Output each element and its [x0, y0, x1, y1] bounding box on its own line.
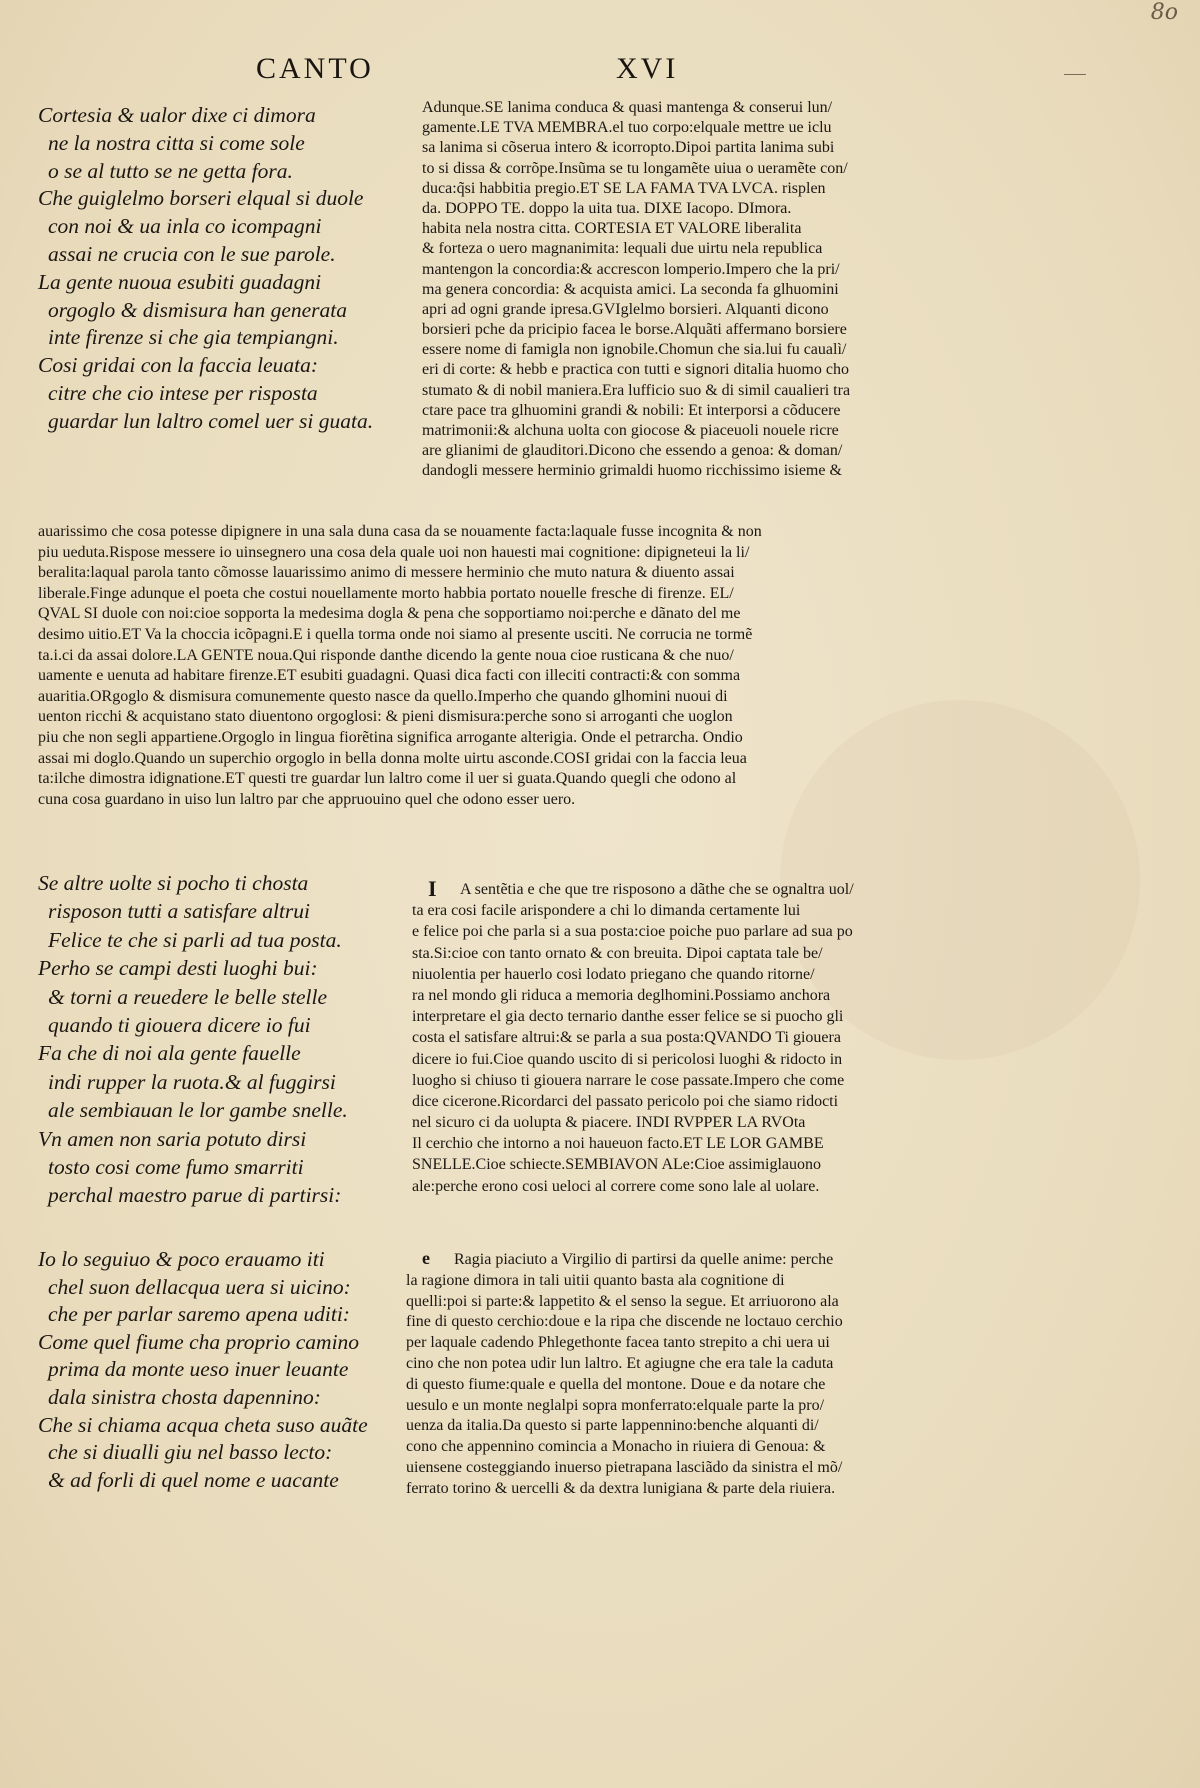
commentary-line: luogho si chiuso ti giouera narrare le cose passate.Impero che come	[412, 1071, 845, 1089]
commentary-line: sta.Si:cioe con tanto ornato & con breuita. Dipoi captata tale be/	[412, 944, 823, 962]
commentary-line: ale:perche erono cosi ueloci al correre come sono lale al uolare.	[412, 1177, 820, 1195]
commentary-line: uiensene costeggiando inuerso pietrapana lasciãdo da sinistra el mõ/	[406, 1458, 843, 1476]
verse-line: inte firenze si che gia tempiangni.	[48, 325, 339, 350]
verse-line: chel suon dellacqua uera si uicino:	[48, 1274, 351, 1299]
commentary-full-1	[38, 522, 762, 810]
verse-line: Io lo seguiuo & poco erauamo iti	[38, 1247, 325, 1271]
commentary-line: to si dissa & corrõpe.Insũma se tu longamẽte uiua o ueramẽte con/	[422, 159, 848, 177]
commentary-line: e felice poi che parla si a sua posta:cioe poiche puo parlare ad sua po	[412, 923, 853, 941]
commentary-line: Adunque.SE lanima conduca & quasi mantenga & conserui lun/	[422, 99, 833, 116]
verse-line: La gente nuoua esubiti guadagni	[38, 269, 322, 294]
verse-line: Vn amen non saria potuto dirsi	[38, 1126, 307, 1151]
commentary-line: piu che non segli appartiene.Orgoglo in lingua fiorẽtina significa arrogante alterigia. Onde el petrarcha. Ondio	[38, 728, 743, 746]
verse-line: prima da monte ueso inuer leuante	[48, 1357, 349, 1382]
verse-line: guardar lun laltro comel uer si guata.	[48, 408, 374, 433]
commentary-line: niuolentia per hauerlo cosi lodato priegano che quando ritorne/	[412, 965, 815, 983]
commentary-line: auaritia.ORgoglo & dismisura comunemente questo nasce da quello.Imperho che quando glhomini nuoui di	[38, 687, 728, 705]
verse-line: & ad forli di quel nome e uacante	[48, 1467, 339, 1492]
verse-line: ale sembiauan le lor gambe snelle.	[48, 1098, 348, 1123]
commentary-line: costa el satisfare altrui:& se parla a sua posta:QVANDO Ti giouera	[412, 1029, 841, 1047]
commentary-line: uesulo e un monte neglalpi sopra monferrato:elquale parte la pro/	[406, 1396, 825, 1414]
commentary-line: uenza da italia.Da questo si parte lappennino:benche alquanti di/	[406, 1417, 819, 1435]
verse-line: Che si chiama acqua cheta suso auãte	[38, 1412, 368, 1437]
commentary-line: ta:ilche dimostra idignatione.ET questi tre guardar lun laltro come il uer si guata.Quando quegli che odono al	[38, 770, 737, 788]
verse-line: Cortesia & ualor dixe ci dimora	[38, 103, 316, 127]
verse-line: & torni a reuedere le belle stelle	[48, 984, 328, 1009]
commentary-line: matrimonii:& alchuna uolta con giocose & piaceuoli nouele ricre	[422, 422, 839, 439]
commentary-line: A sentẽtia e che que tre risposono a dãthe che se ognaltra uol/	[460, 881, 854, 898]
commentary-line: di questo fiume:quale e quella del montone. Doue e da notare che	[406, 1375, 826, 1393]
verse-line: orgoglo & dismisura han generata	[48, 297, 348, 322]
commentary-line: apri ad ogni grande ipresa.GVIglelmo borsieri. Alquanti dicono	[422, 300, 829, 318]
commentary-line: ma genera concordia: & acquista amici. La seconda fa glhuomini	[422, 280, 839, 298]
commentary-line: ra nel mondo gli riduca a memoria deglhomini.Possiamo anchora	[412, 986, 831, 1004]
commentary-line: per laquale cadendo Phlegethonte facea tanto strepito a chi uera ui	[406, 1334, 830, 1352]
commentary-line: desimo uitio.ET Va la choccia icõpagni.E i quella torma onde noi siamo al presente usciti. Ne corrucia ne tormẽ	[38, 625, 753, 643]
folio-number: 8o	[1150, 0, 1178, 25]
verse-line: citre che cio intese per risposta	[48, 380, 318, 405]
commentary-line: dandogli messere herminio grimaldi huomo ricchissimo isieme &	[422, 462, 842, 480]
commentary-line: dicere io fui.Cioe quando uscito di si pericolosi luoghi & ridocto in	[412, 1050, 843, 1068]
commentary-line: auarissimo che cosa potesse dipignere in una sala duna casa da se nouamente facta:laquale fusse incognita & non	[38, 523, 762, 540]
commentary-line: cuna cosa guardano in uiso lun laltro par che appruouino quel che odono esser uero.	[38, 790, 576, 808]
verse-line: indi rupper la ruota.& al fuggirsi	[48, 1069, 336, 1094]
commentary-side-1	[422, 98, 850, 482]
verse-line: quando ti giouera dicere io fui	[48, 1012, 311, 1037]
margin-mark	[1064, 74, 1086, 75]
commentary-line: ta.i.ci da assai dolore.LA GENTE noua.Qui risponde danthe dicendo la gente noua cioe rusticana & che nuo/	[38, 646, 734, 664]
commentary-line: beralita:laqual parola tanto cõmosse lauarissimo animo di messere herminio che muto natura & diuento assai	[38, 564, 735, 582]
commentary-line: la ragione dimora in tali uitii quanto basta ala cognitione di	[406, 1271, 785, 1289]
initial-letter: I	[428, 876, 437, 901]
commentary-line: interpretare el gia decto ternario danthe esser felice se si puocho gli	[412, 1008, 844, 1026]
initial-letter: e	[422, 1248, 430, 1268]
running-head-number: XVI	[616, 52, 679, 85]
commentary-line: borsieri pche da pricipio facea le borse.Alquãti affermano borsiere	[422, 321, 847, 339]
commentary-line: dice cicerone.Ricordarci del passato pericolo poi che siamo ridocti	[412, 1092, 839, 1110]
commentary-line: ferrato torino & uercelli & da dextra lunigiana & parte dela riuiera.	[406, 1479, 836, 1497]
verse-line: o se al tutto se ne getta fora.	[48, 158, 293, 183]
commentary-line: Il cerchio che intorno a noi haueuon facto.ET LE LOR GAMBE	[412, 1135, 824, 1153]
commentary-line: stumato & di nobil maniera.Era lufficio suo & di simil caualieri tra	[422, 381, 851, 399]
commentary-line: are glianimi de glauditori.Dicono che essendo a genoa: & doman/	[422, 442, 843, 460]
running-head	[0, 52, 1200, 92]
commentary-line: ta era cosi facile arispondere a chi lo dimanda certamente lui	[412, 902, 801, 920]
commentary-line: SNELLE.Cioe schiecte.SEMBIAVON ALe:Cioe assimiglauono	[412, 1156, 821, 1174]
commentary-line: cono che appennino comincia a Monacho in riuiera di Genoua: &	[406, 1438, 826, 1456]
commentary-line: da. DOPPO TE. doppo la uita tua. DIXE Iacopo. DImora.	[422, 199, 792, 217]
commentary-line: mantengon la concordia:& accrescon lomperio.Impero che la pri/	[422, 260, 840, 278]
verse-line: Se altre uolte si pocho ti chosta	[38, 871, 309, 895]
commentary-line: eri di corte: & hebb e practica con tutti e signori ditalia huomo cho	[422, 361, 849, 379]
commentary-line: habita nela nostra citta. CORTESIA ET VALORE liberalita	[422, 220, 802, 238]
commentary-line: liberale.Finge adunque el poeta che costui nouellamente morto habbia portato nouelle fresche di firenze. EL/	[38, 584, 734, 602]
verse-line: Che guiglelmo borseri elqual si duole	[38, 186, 364, 211]
verse-line: che si diualli giu nel basso lecto:	[48, 1440, 333, 1465]
verse-column-1	[38, 102, 373, 436]
verse-line: risposon tutti a satisfare altrui	[48, 899, 311, 924]
verse-line: Come quel fiume cha proprio camino	[38, 1329, 360, 1354]
commentary-line: QVAL SI duole con noi:cioe sopporta la medesima dogla & pena che sopportiamo noi:perche e dãnato del me	[38, 605, 741, 623]
verse-line: dala sinistra chosta dapennino:	[48, 1384, 321, 1409]
verse-line: tosto cosi come fumo smarriti	[48, 1154, 304, 1179]
commentary-line: gamente.LE TVA MEMBRA.el tuo corpo:elquale mettre ue iclu	[422, 119, 832, 137]
commentary-line: piu ueduta.Rispose messere io uinsegnero una cosa dela quale uoi non hauesti mai cognitione: dipigneteui la li/	[38, 543, 750, 561]
commentary-line: assai mi doglo.Quando un superchio orgoglo in bella donna molte uirtu asconde.COSI gridai con la faccia leua	[38, 749, 747, 767]
verse-line: assai ne crucia con le sue parole.	[48, 241, 336, 266]
commentary-line: duca:q̃si habbitia pregio.ET SE LA FAMA TVA LVCA. risplen	[422, 179, 826, 197]
running-head-canto: CANTO	[256, 52, 374, 85]
verse-line: Cosi gridai con la faccia leuata:	[38, 353, 319, 378]
commentary-line: uenton ricchi & acquistano stato diuentono orgoglosi: & pieni dismisura:perche sono si arroganti che uoglon	[38, 708, 733, 726]
verse-line: Felice te che si parli ad tua posta.	[48, 927, 342, 952]
commentary-line: ctare pace tra glhuomini grandi & nobili: Et interporsi a cõducere	[422, 401, 841, 419]
commentary-line: essere nome di famigla non ignobile.Chomun che sia.lui fu caualì/	[422, 341, 847, 359]
verse-line: perchal maestro parue di partirsi:	[48, 1183, 342, 1208]
verse-line: Perho se campi desti luoghi bui:	[38, 956, 318, 981]
verse-line: Fa che di noi ala gente fauelle	[38, 1041, 301, 1066]
verse-line: ne la nostra citta si come sole	[48, 130, 305, 155]
verse-line: con noi & ua inla co icompagni	[48, 214, 322, 239]
commentary-line: cino che non potea udir lun laltro. Et agiugne che era tale la caduta	[406, 1354, 834, 1372]
commentary-line: Ragia piaciuto a Virgilio di partirsi da quelle anime: perche	[454, 1251, 834, 1268]
verse-column-3	[38, 1246, 368, 1494]
verse-line: che per parlar saremo apena uditi:	[48, 1302, 350, 1327]
commentary-line: & forteza o uero magnanimita: lequali due uirtu nela republica	[422, 240, 823, 258]
commentary-line: nel sicuro ci da uolupta & piacere. INDI RVPPER LA RVOta	[412, 1114, 806, 1132]
commentary-line: uamente e uenuta ad habitare firenze.ET esubiti guadagni. Quasi dica facti con illeciti contracti:& con somma	[38, 667, 741, 685]
commentary-line: sa lanima si cõserua intero & icorropto.Dipoi partita lanima subi	[422, 139, 835, 157]
commentary-line: fine di questo cerchio:doue e la ripa che discende ne loctauo cerchio	[406, 1313, 843, 1331]
commentary-line: quelli:poi si parte:& lappetito & el senso la segue. Et arriuorono ala	[406, 1292, 839, 1310]
verse-column-2	[38, 870, 348, 1211]
